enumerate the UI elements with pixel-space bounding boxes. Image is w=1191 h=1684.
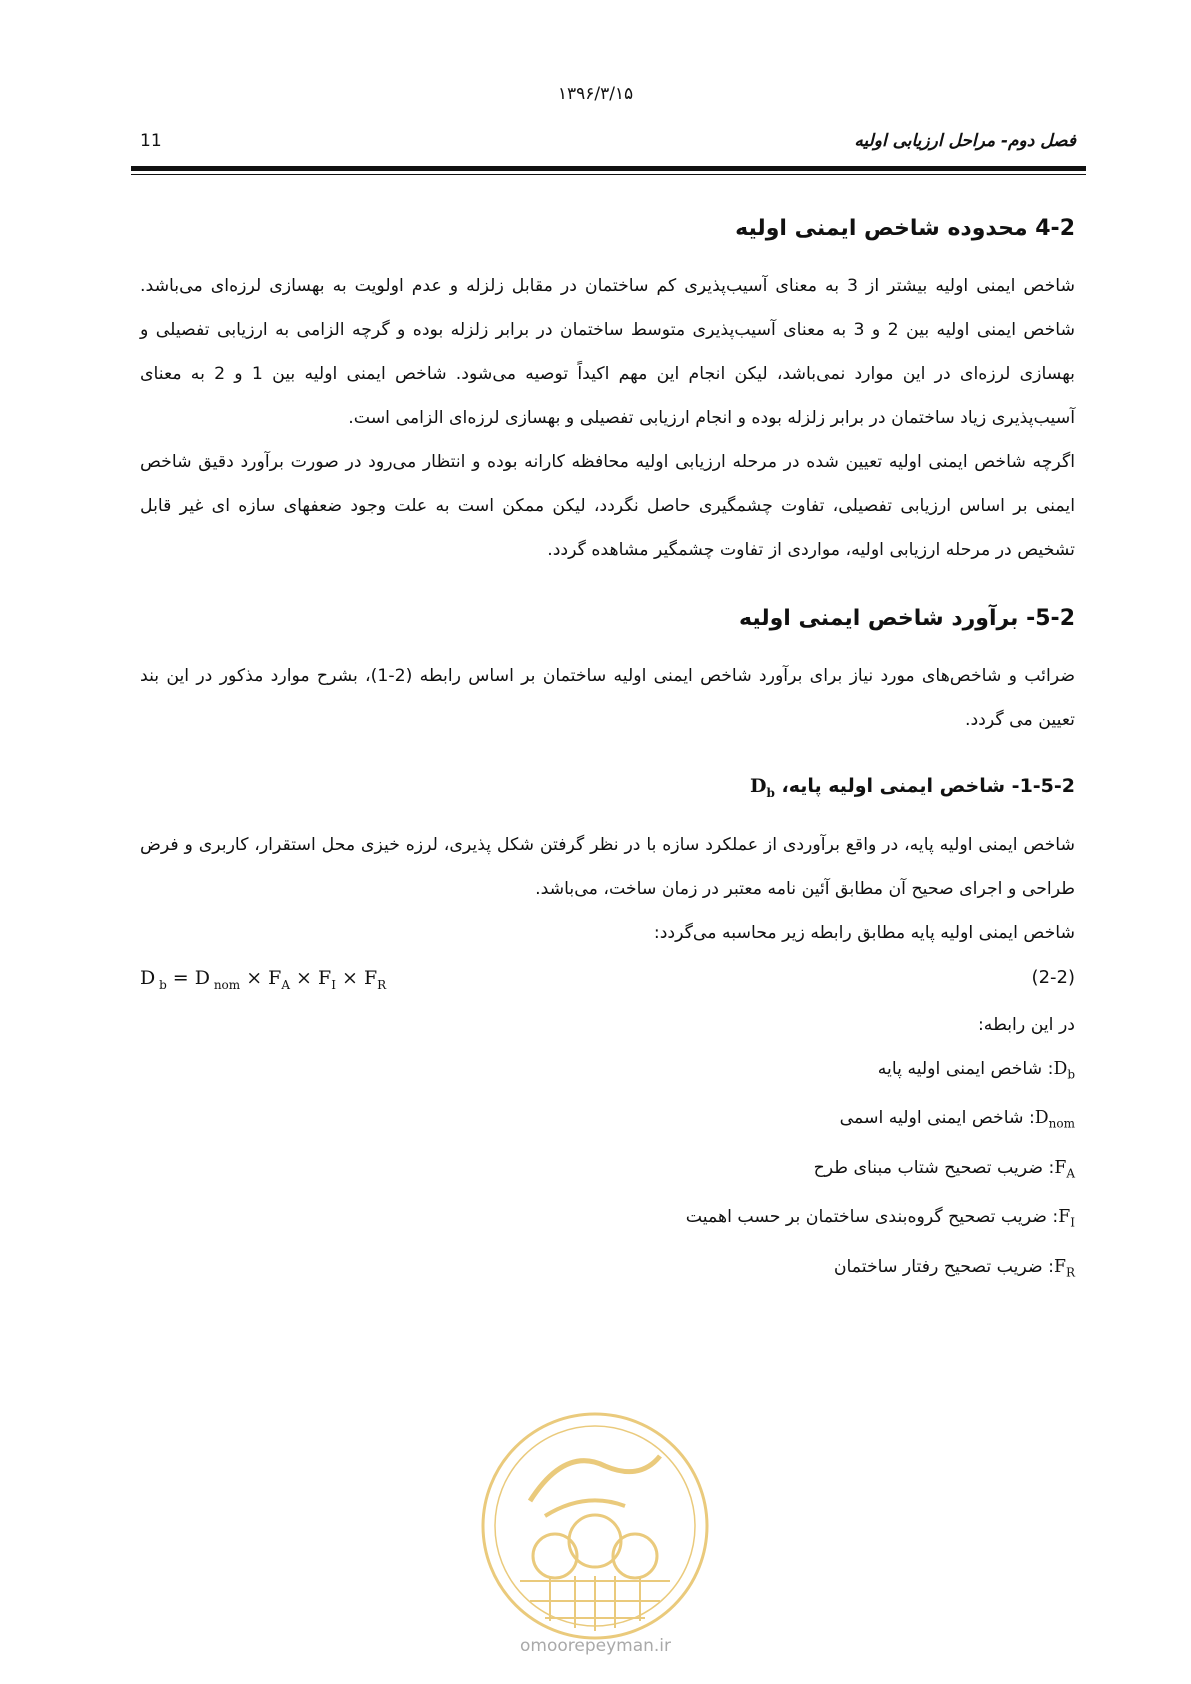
formula-2-2 — [140, 957, 1075, 999]
definition-item: $D_b$: شاخص ایمنی اولیه پایه — [877, 1058, 1075, 1082]
section-5-2-1-paragraph-1: شاخص ایمنی اولیه پایه، در واقع برآوردی از عملکرد سازه با در نظر گرفتن شکل پذیری، لرزه خیزی محل استقرار، کاربری و فرض طراحی و اجرای صحیح آن مطابق آئین نامه معتبر در زمان ساخت، می‌باشد. — [140, 834, 1075, 899]
section-4-2-paragraph-1: شاخص ایمنی اولیه بیشتر از 3 به معنای آسیب‌پذیری کم ساختمان در مقابل زلزله و عدم اولویت به بهسازی لرزه‌ای می‌باشد. شاخص ایمنی اولیه بین 2 و 3 به معنای آسیب‌پذیری متوسط ساختمان در برابر زلزله بوده و گرچه الزامی به ارزیابی تفصیلی و بهسازی لرزه‌ای در این موارد نمی‌باشد، لیکن انجام این مهم اکیداً توصیه می‌شود. شاخص ایمنی اولیه بین 1 و 2 به معنای آسیب‌پذیری زیاد ساختمان در برابر زلزله بوده و انجام ارزیابی تفصیلی و بهسازی لرزه‌ای الزامی است. — [140, 276, 1076, 428]
header-rule-thick — [131, 166, 1086, 171]
watermark-url: omoorepeyman.ir — [519, 1636, 672, 1656]
section-4-2-heading: 4-2 محدوده شاخص ایمنی اولیه — [735, 216, 1075, 241]
chapter-title: فصل دوم- مراحل ارزیابی اولیه — [854, 131, 1076, 151]
section-5-2-1-heading — [140, 770, 1075, 809]
section-5-2-heading: 5-2- برآورد شاخص ایمنی اولیه — [739, 606, 1075, 631]
formula-expression: D $_b$ = D $_{nom} \times F_A \times F_I \times F_R$ — [140, 966, 387, 992]
definition-item: $F_I$: ضریب تصحیح گروه‌بندی ساختمان بر حسب اهمیت — [685, 1207, 1075, 1230]
where-label: در این رابطه: — [977, 1014, 1075, 1035]
definition-item: $F_A$: ضریب تصحیح شتاب مبنای طرح — [813, 1157, 1075, 1181]
watermark-logo — [475, 1406, 715, 1646]
section-4-2-paragraph-2: اگرچه شاخص ایمنی اولیه تعیین شده در مرحله ارزیابی اولیه محافظه کارانه بوده و انتظار می‌رود در صورت برآورد دقیق شاخص ایمنی بر اساس ارزیابی تفصیلی، تفاوت چشمگیری حاصل نگردد، لیکن ممکن است به علت وجود ضعفهای سازه ای غیر قابل تشخیص در مرحله ارزیابی اولیه، مواردی از تفاوت چشمگیر مشاهده گردد. — [140, 452, 1075, 560]
section-5-2-1-paragraph-2: شاخص ایمنی اولیه پایه مطابق رابطه زیر محاسبه می‌گردد: — [653, 922, 1075, 943]
definition-item: $F_R$: ضریب تصحیح رفتار ساختمان — [833, 1256, 1075, 1280]
page-number: 11 — [140, 131, 162, 151]
page-content — [140, 212, 1075, 1294]
definition-item: $D_{nom}$: شاخص ایمنی اولیه اسمی — [839, 1108, 1075, 1131]
page-date: ۱۳۹۶/۳/۱۵ — [557, 84, 634, 104]
heading-symbol: $D_b$ — [750, 775, 775, 800]
header-rule-thin — [131, 174, 1086, 175]
section-5-2-1-heading-text: 1-5-2- شاخص ایمنی اولیه پایه، — [781, 775, 1075, 797]
section-5-2-paragraph: ضرائب و شاخص‌های مورد نیاز برای برآورد شاخص ایمنی اولیه ساختمان بر اساس رابطه (2-1)، بشرح موارد مذکور در این بند تعیین می گردد. — [140, 666, 1075, 730]
formula-number: (2-2) — [1031, 966, 1075, 988]
